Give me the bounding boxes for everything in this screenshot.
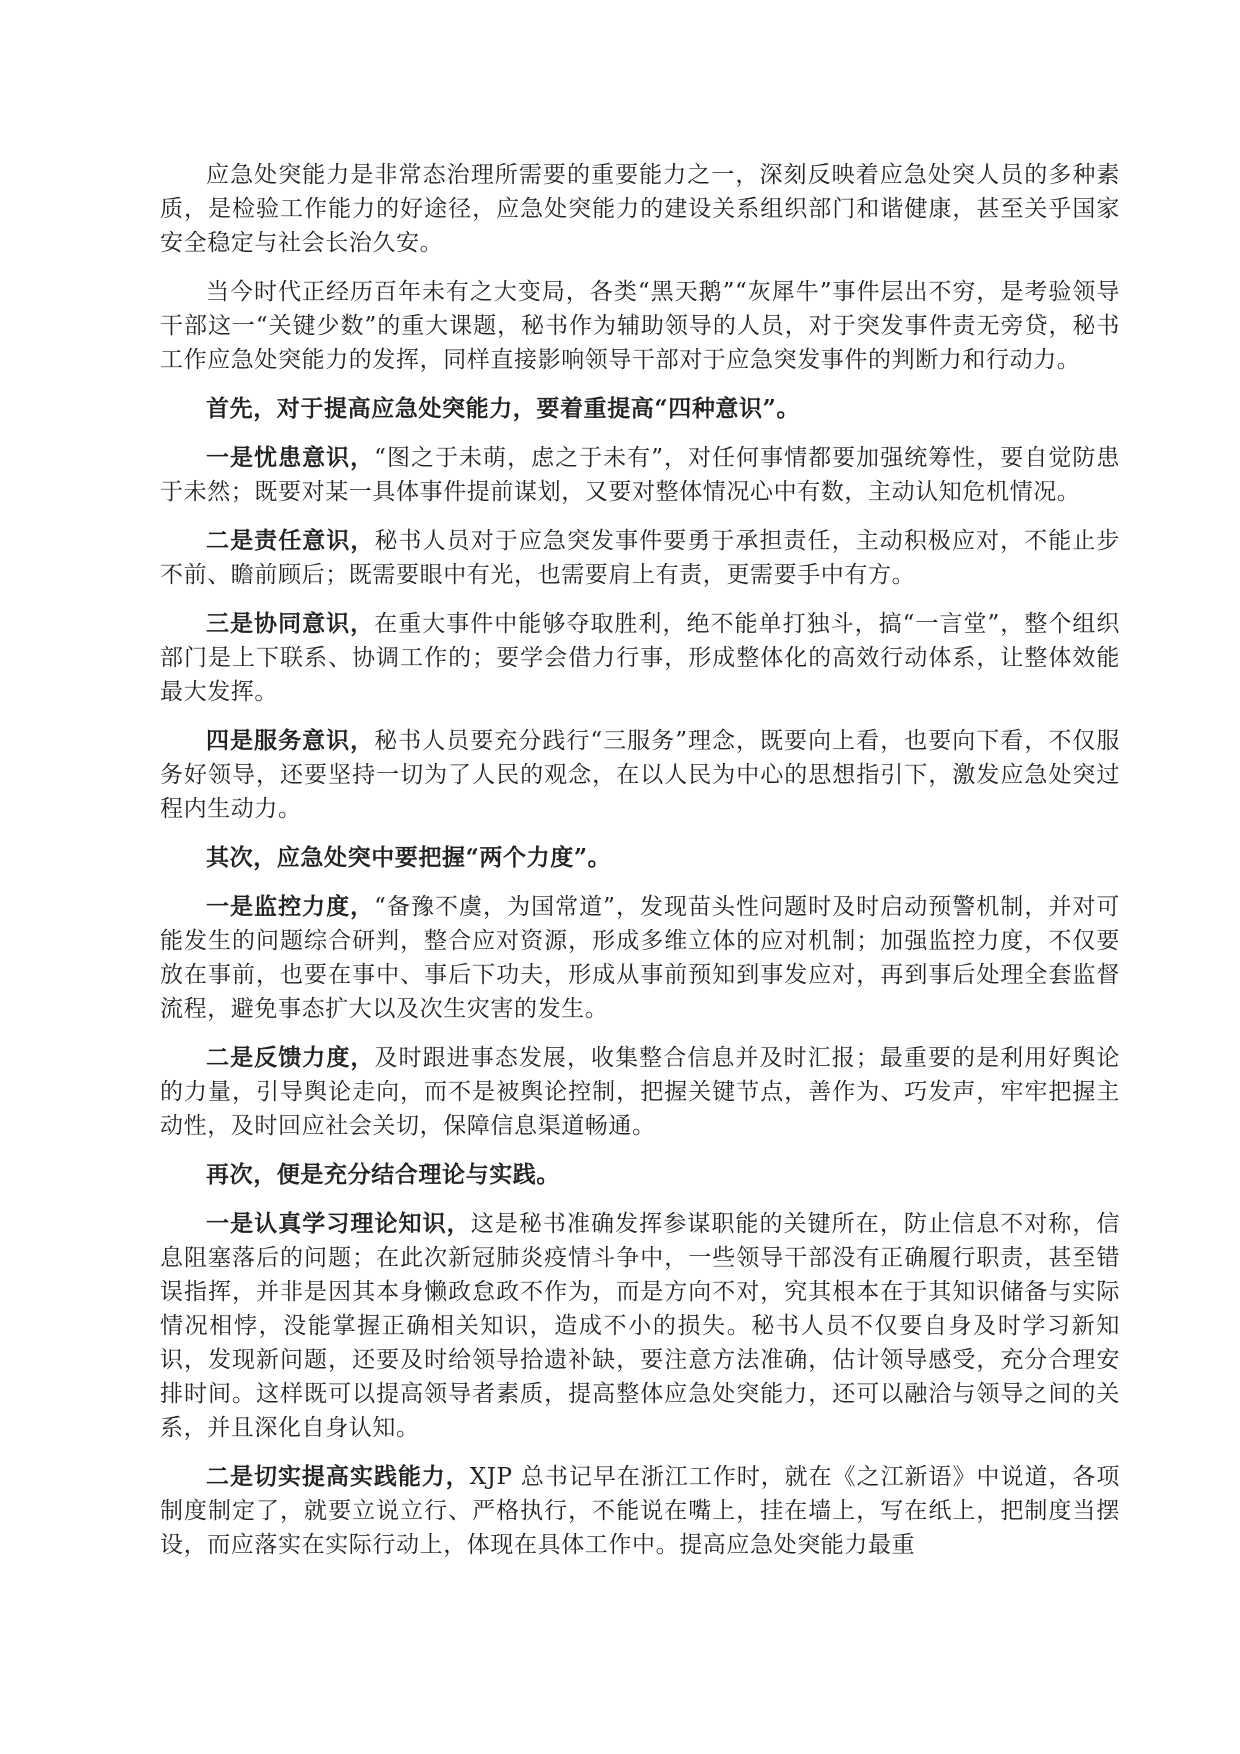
paragraph-context [160, 275, 1120, 377]
paragraph-awareness-3 [160, 607, 1120, 709]
document-page [160, 158, 1120, 1577]
paragraph-body: 应急处突能力是非常态治理所需要的重要能力之一，深刻反映着应急处突人员的多种素质，是检验工作能力的好途径，应急处突能力的建设关系组织部门和谐健康，甚至关乎国家安全稳定与社会长治久安。 [160, 162, 1120, 256]
paragraph-lead: 四是服务意识， [206, 727, 375, 754]
paragraph-theory [160, 1207, 1120, 1445]
paragraph-practice [160, 1460, 1120, 1562]
paragraph-lead: 一是认真学习理论知识， [206, 1210, 471, 1237]
paragraph-lead: 三是协同意识， [206, 610, 375, 637]
paragraph-lead: 一是忧患意识， [206, 444, 375, 471]
paragraph-body: 这是秘书准确发挥参谋职能的关键所在，防止信息不对称，信息阻塞落后的问题；在此次新冠肺炎疫情斗争中，一些领导干部没有正确履行职责，甚至错误指挥，并非是因其本身懒政怠政不作为，而是方向不对，究其根本在于其知识储备与实际情况相悖，没能掌握正确相关知识，造成不小的损失。秘书人员不仅要自身及时学习新知识，发现新问题，还要及时给领导拾遗补缺，要注意方法准确，估计领导感受，充分合理安排时间。这样既可以提高领导者素质，提高整体应急处突能力，还可以融洽与领导之间的关系，并且深化自身认知。 [160, 1211, 1120, 1441]
paragraph-lead: 一是监控力度， [206, 893, 375, 920]
paragraph-awareness-1 [160, 441, 1120, 509]
paragraph-strength-2 [160, 1041, 1120, 1143]
paragraph-awareness-4 [160, 724, 1120, 826]
paragraph-body: 当今时代正经历百年未有之大变局，各类“黑天鹅”“灰犀牛”事件层出不穷，是考验领导干部这一“关键少数”的重大课题，秘书作为辅助领导的人员，对于突发事件责无旁贷，秘书工作应急处突能力的发挥，同样直接影响领导干部对于应急突发事件的判断力和行动力。 [160, 279, 1120, 373]
paragraph-body: XJP 总书记早在浙江工作时，就在《之江新语》中说道，各项制度制定了，就要立说立行、严格执行，不能说在嘴上，挂在墙上，写在纸上，把制度当摆设，而应落实在实际行动上，体现在具体工作中。提高应急处突能力最重 [160, 1464, 1120, 1558]
paragraph-lead: 二是切实提高实践能力， [206, 1463, 470, 1490]
paragraph-lead: 二是反馈力度， [206, 1044, 375, 1071]
paragraph-body: “图之于未萌，虑之于未有”，对任何事情都要加强统筹性，要自觉防患于未然；既要对某一具体事件提前谋划，又要对整体情况心中有数，主动认知危机情况。 [160, 445, 1121, 505]
section-heading-two-strengths: 其次，应急处突中要把握“两个力度”。 [206, 844, 612, 871]
section-heading-theory-practice: 再次，便是充分结合理论与实践。 [206, 1161, 560, 1188]
paragraph-body: 秘书人员要充分践行“三服务”理念，既要向上看，也要向下看，不仅服务好领导，还要坚持一切为了人民的观念，在以人民为中心的思想指引下，激发应急处突过程内生动力。 [160, 728, 1121, 822]
paragraph-strength-1 [160, 890, 1120, 1026]
paragraph-awareness-2 [160, 524, 1120, 592]
section-heading-four-awareness: 首先，对于提高应急处突能力，要着重提高“四种意识”。 [206, 395, 801, 422]
paragraph-body: 在重大事件中能够夺取胜利，绝不能单打独斗，搞“一言堂”，整个组织部门是上下联系、协调工作的；要学会借力行事，形成整体化的高效行动体系，让整体效能最大发挥。 [160, 611, 1121, 705]
paragraph-body: 及时跟进事态发展，收集整合信息并及时汇报；最重要的是利用好舆论的力量，引导舆论走向，而不是被舆论控制，把握关键节点，善作为、巧发声，牢牢把握主动性，及时回应社会关切，保障信息渠道畅通。 [160, 1045, 1120, 1139]
paragraph-body: 秘书人员对于应急突发事件要勇于承担责任，主动积极应对，不能止步不前、瞻前顾后；既需要眼中有光，也需要肩上有责，更需要手中有方。 [160, 528, 1120, 588]
paragraph-intro [160, 158, 1120, 260]
paragraph-body: “备豫不虞，为国常道”，发现苗头性问题时及时启动预警机制，并对可能发生的问题综合研判，整合应对资源，形成多维立体的应对机制；加强监控力度，不仅要放在事前，也要在事中、事后下功夫，形成从事前预知到事发应对，再到事后处理全套监督流程，避免事态扩大以及次生灾害的发生。 [160, 894, 1121, 1022]
paragraph-lead: 二是责任意识， [206, 527, 375, 554]
